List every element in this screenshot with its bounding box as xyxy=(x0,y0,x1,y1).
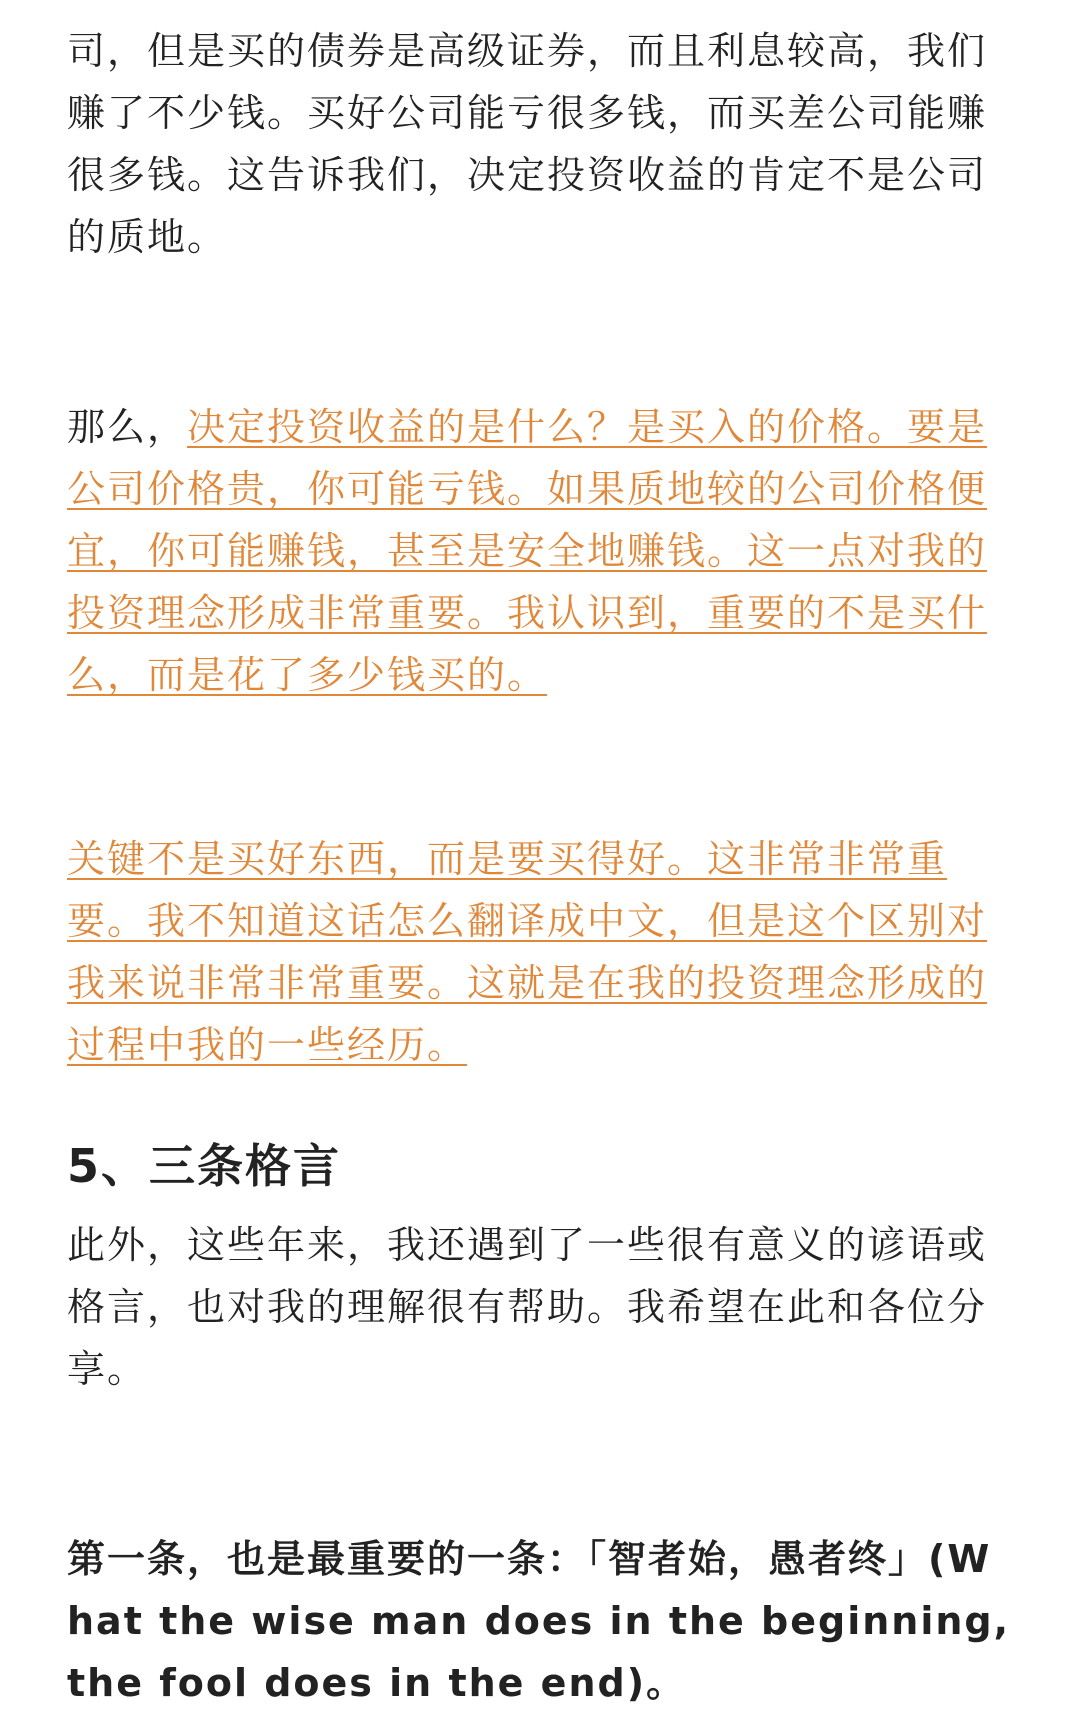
heading-spacer xyxy=(67,1196,1015,1214)
paragraph-bond-returns: 司，但是买的债券是高级证券，而且利息较高，我们赚了不少钱。买好公司能亏很多钱，而买差公司能赚很多钱。这告诉我们，决定投资收益的肯定不是公司的质地。 xyxy=(67,29,988,259)
paragraph-spacer xyxy=(67,268,1015,396)
paragraph-maxims-intro: 此外，这些年来，我还遇到了一些很有意义的谚语或格言，也对我的理解很有帮助。我希望在此和各位分享。 xyxy=(67,1223,988,1391)
paragraph-first-maxim: 第一条，也是最重要的一条：「智者始，愚者终」(What the wise man does in the beginning, the fool does in the end)。 xyxy=(67,1537,1011,1705)
paragraph-lead-text: 那么， xyxy=(67,405,188,449)
article-body xyxy=(67,20,1015,1714)
paragraph-spacer xyxy=(67,1400,1015,1528)
paragraph-spacer xyxy=(67,706,1015,828)
section-spacer xyxy=(67,1076,1015,1136)
section-heading: 5、三条格言 xyxy=(67,1139,342,1193)
highlighted-text[interactable]: 关键不是买好东西，而是要买得好。这非常非常重要。我不知道这话怎么翻译成中文，但是这个区别对我来说非常非常重要。这就是在我的投资理念形成的过程中我的一些经历。 xyxy=(67,837,988,1067)
highlighted-text[interactable]: 决定投资收益的是什么？是买入的价格。要是公司价格贵，你可能亏钱。如果质地较的公司价格便宜，你可能赚钱，甚至是安全地赚钱。这一点对我的投资理念形成非常重要。我认识到，重要的不是买什么，而是花了多少钱买的。 xyxy=(67,405,988,697)
paragraph-purchase-price xyxy=(67,396,1015,706)
paragraph-buy-well xyxy=(67,828,1015,1076)
